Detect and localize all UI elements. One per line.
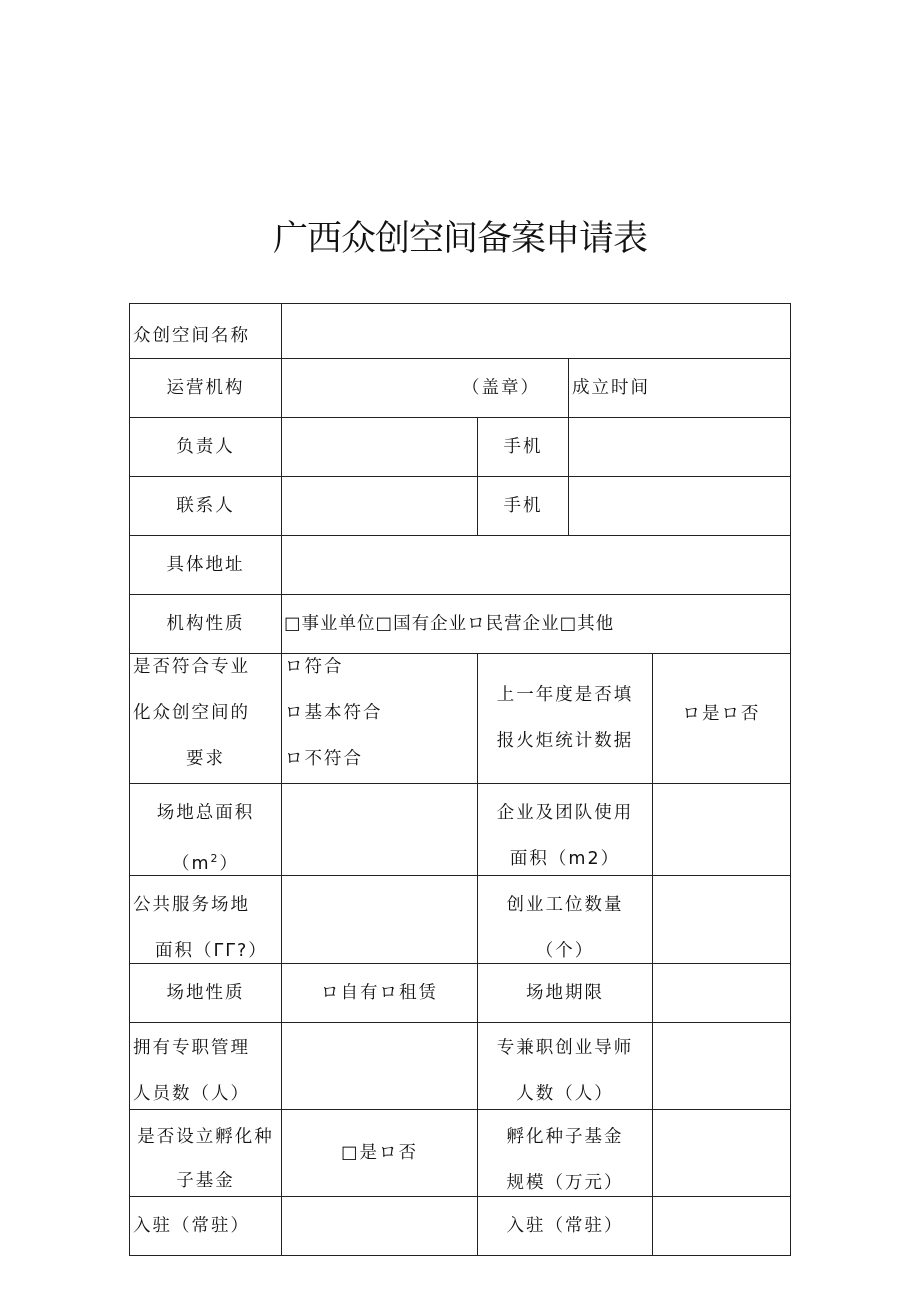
total-area-unit-close: ） xyxy=(219,853,240,874)
contact-field[interactable] xyxy=(282,477,478,536)
operator-label: 运营机构 xyxy=(130,359,282,418)
team-area-label xyxy=(478,784,653,876)
resident-field-right[interactable] xyxy=(653,1196,791,1255)
torch-label-line-2: 报火炬统计数据 xyxy=(496,731,634,751)
row-org-type xyxy=(130,595,791,654)
option-not-meets[interactable]: ロ不符合 xyxy=(285,749,363,769)
row-seed-fund xyxy=(130,1109,791,1196)
public-area-label xyxy=(130,875,282,963)
space-name-field[interactable] xyxy=(282,304,791,359)
seed-fund-scale-label-line-1: 孵化种子基金 xyxy=(506,1126,624,1147)
contact-phone-field[interactable] xyxy=(569,477,791,536)
public-area-field[interactable] xyxy=(282,875,478,963)
site-term-field[interactable] xyxy=(653,963,791,1022)
row-staff xyxy=(130,1022,791,1109)
option-meets[interactable]: ロ符合 xyxy=(285,657,344,677)
seed-fund-label-line-2: 子基金 xyxy=(176,1170,235,1191)
team-area-field[interactable] xyxy=(653,784,791,876)
torch-label-line-1: 上一年度是否填 xyxy=(496,685,634,705)
total-area-unit-sup: 2 xyxy=(210,852,220,865)
established-label: 成立时间 xyxy=(569,359,791,418)
team-area-label-line-1: 企业及团队使用 xyxy=(496,803,634,823)
leader-phone-label: 手机 xyxy=(478,418,569,477)
total-area-field[interactable] xyxy=(282,784,478,876)
seed-fund-scale-label-line-2: 规模（万元） xyxy=(506,1172,624,1193)
managers-label xyxy=(130,1022,282,1109)
site-nature-options[interactable]: ロ自有ロ租赁 xyxy=(282,963,478,1022)
seed-fund-label-line-1: 是否设立孵化种 xyxy=(137,1126,274,1147)
mentors-field[interactable] xyxy=(653,1022,791,1109)
page-title: 广西众创空间备案申请表 xyxy=(272,219,647,259)
row-leader xyxy=(130,418,791,477)
torch-options[interactable]: ロ是ロ否 xyxy=(653,654,791,784)
space-name-label: 众创空间名称 xyxy=(130,304,282,359)
mentors-label xyxy=(478,1022,653,1109)
total-area-label xyxy=(130,784,282,876)
row-public-area xyxy=(130,875,791,963)
meets-req-label-line-1: 是否符合专业 xyxy=(133,657,250,677)
site-nature-label: 场地性质 xyxy=(130,963,282,1022)
row-area xyxy=(130,784,791,876)
total-area-unit: （m xyxy=(171,853,211,874)
meets-req-label xyxy=(130,654,282,784)
total-area-label-line-2 xyxy=(133,824,278,875)
option-basically-meets[interactable]: ロ基本符合 xyxy=(285,703,383,723)
workstations-label-line-2: （个） xyxy=(535,940,595,961)
row-requirements xyxy=(130,654,791,784)
contact-phone-label: 手机 xyxy=(478,477,569,536)
meets-req-label-line-3: 要求 xyxy=(186,749,225,769)
row-resident xyxy=(130,1196,791,1255)
workstations-label-line-1: 创业工位数量 xyxy=(506,894,624,915)
leader-label: 负责人 xyxy=(130,418,282,477)
mentors-label-line-2: 人数（人） xyxy=(516,1083,614,1104)
public-area-label-line-2: 面积（ΓΓ?） xyxy=(155,940,268,961)
managers-label-line-1: 拥有专职管理 xyxy=(133,1037,250,1058)
row-contact xyxy=(130,477,791,536)
application-form-table xyxy=(129,303,791,1256)
workstations-field[interactable] xyxy=(653,875,791,963)
resident-label-left: 入驻（常驻） xyxy=(130,1196,282,1255)
seed-fund-scale-label xyxy=(478,1109,653,1196)
resident-label-right: 入驻（常驻） xyxy=(478,1196,653,1255)
team-area-label-line-2: 面积（m2） xyxy=(509,849,621,869)
seal-note: （盖章） xyxy=(462,378,540,398)
contact-label: 联系人 xyxy=(130,477,282,536)
meets-req-options xyxy=(282,654,478,784)
address-label: 具体地址 xyxy=(130,536,282,595)
org-type-label: 机构性质 xyxy=(130,595,282,654)
row-address xyxy=(130,536,791,595)
seed-fund-scale-field[interactable] xyxy=(653,1109,791,1196)
workstations-label xyxy=(478,875,653,963)
managers-field[interactable] xyxy=(282,1022,478,1109)
torch-label xyxy=(478,654,653,784)
row-space-name xyxy=(130,304,791,359)
leader-phone-field[interactable] xyxy=(569,418,791,477)
row-site xyxy=(130,963,791,1022)
org-type-options[interactable]: □事业单位□国有企业ロ民营企业□其他 xyxy=(282,595,791,654)
seed-fund-label xyxy=(130,1109,282,1196)
total-area-label-line-1: 场地总面积 xyxy=(156,803,255,823)
managers-label-line-2: 人员数（人） xyxy=(133,1083,250,1104)
mentors-label-line-1: 专兼职创业导师 xyxy=(496,1037,634,1058)
operator-field[interactable] xyxy=(282,359,569,418)
resident-field-left[interactable] xyxy=(282,1196,478,1255)
seed-fund-options[interactable]: □是ロ否 xyxy=(282,1109,478,1196)
address-field[interactable] xyxy=(282,536,791,595)
site-term-label: 场地期限 xyxy=(478,963,653,1022)
leader-field[interactable] xyxy=(282,418,478,477)
row-operator xyxy=(130,359,791,418)
meets-req-label-line-2: 化众创空间的 xyxy=(133,703,250,723)
public-area-label-line-1: 公共服务场地 xyxy=(133,894,250,915)
